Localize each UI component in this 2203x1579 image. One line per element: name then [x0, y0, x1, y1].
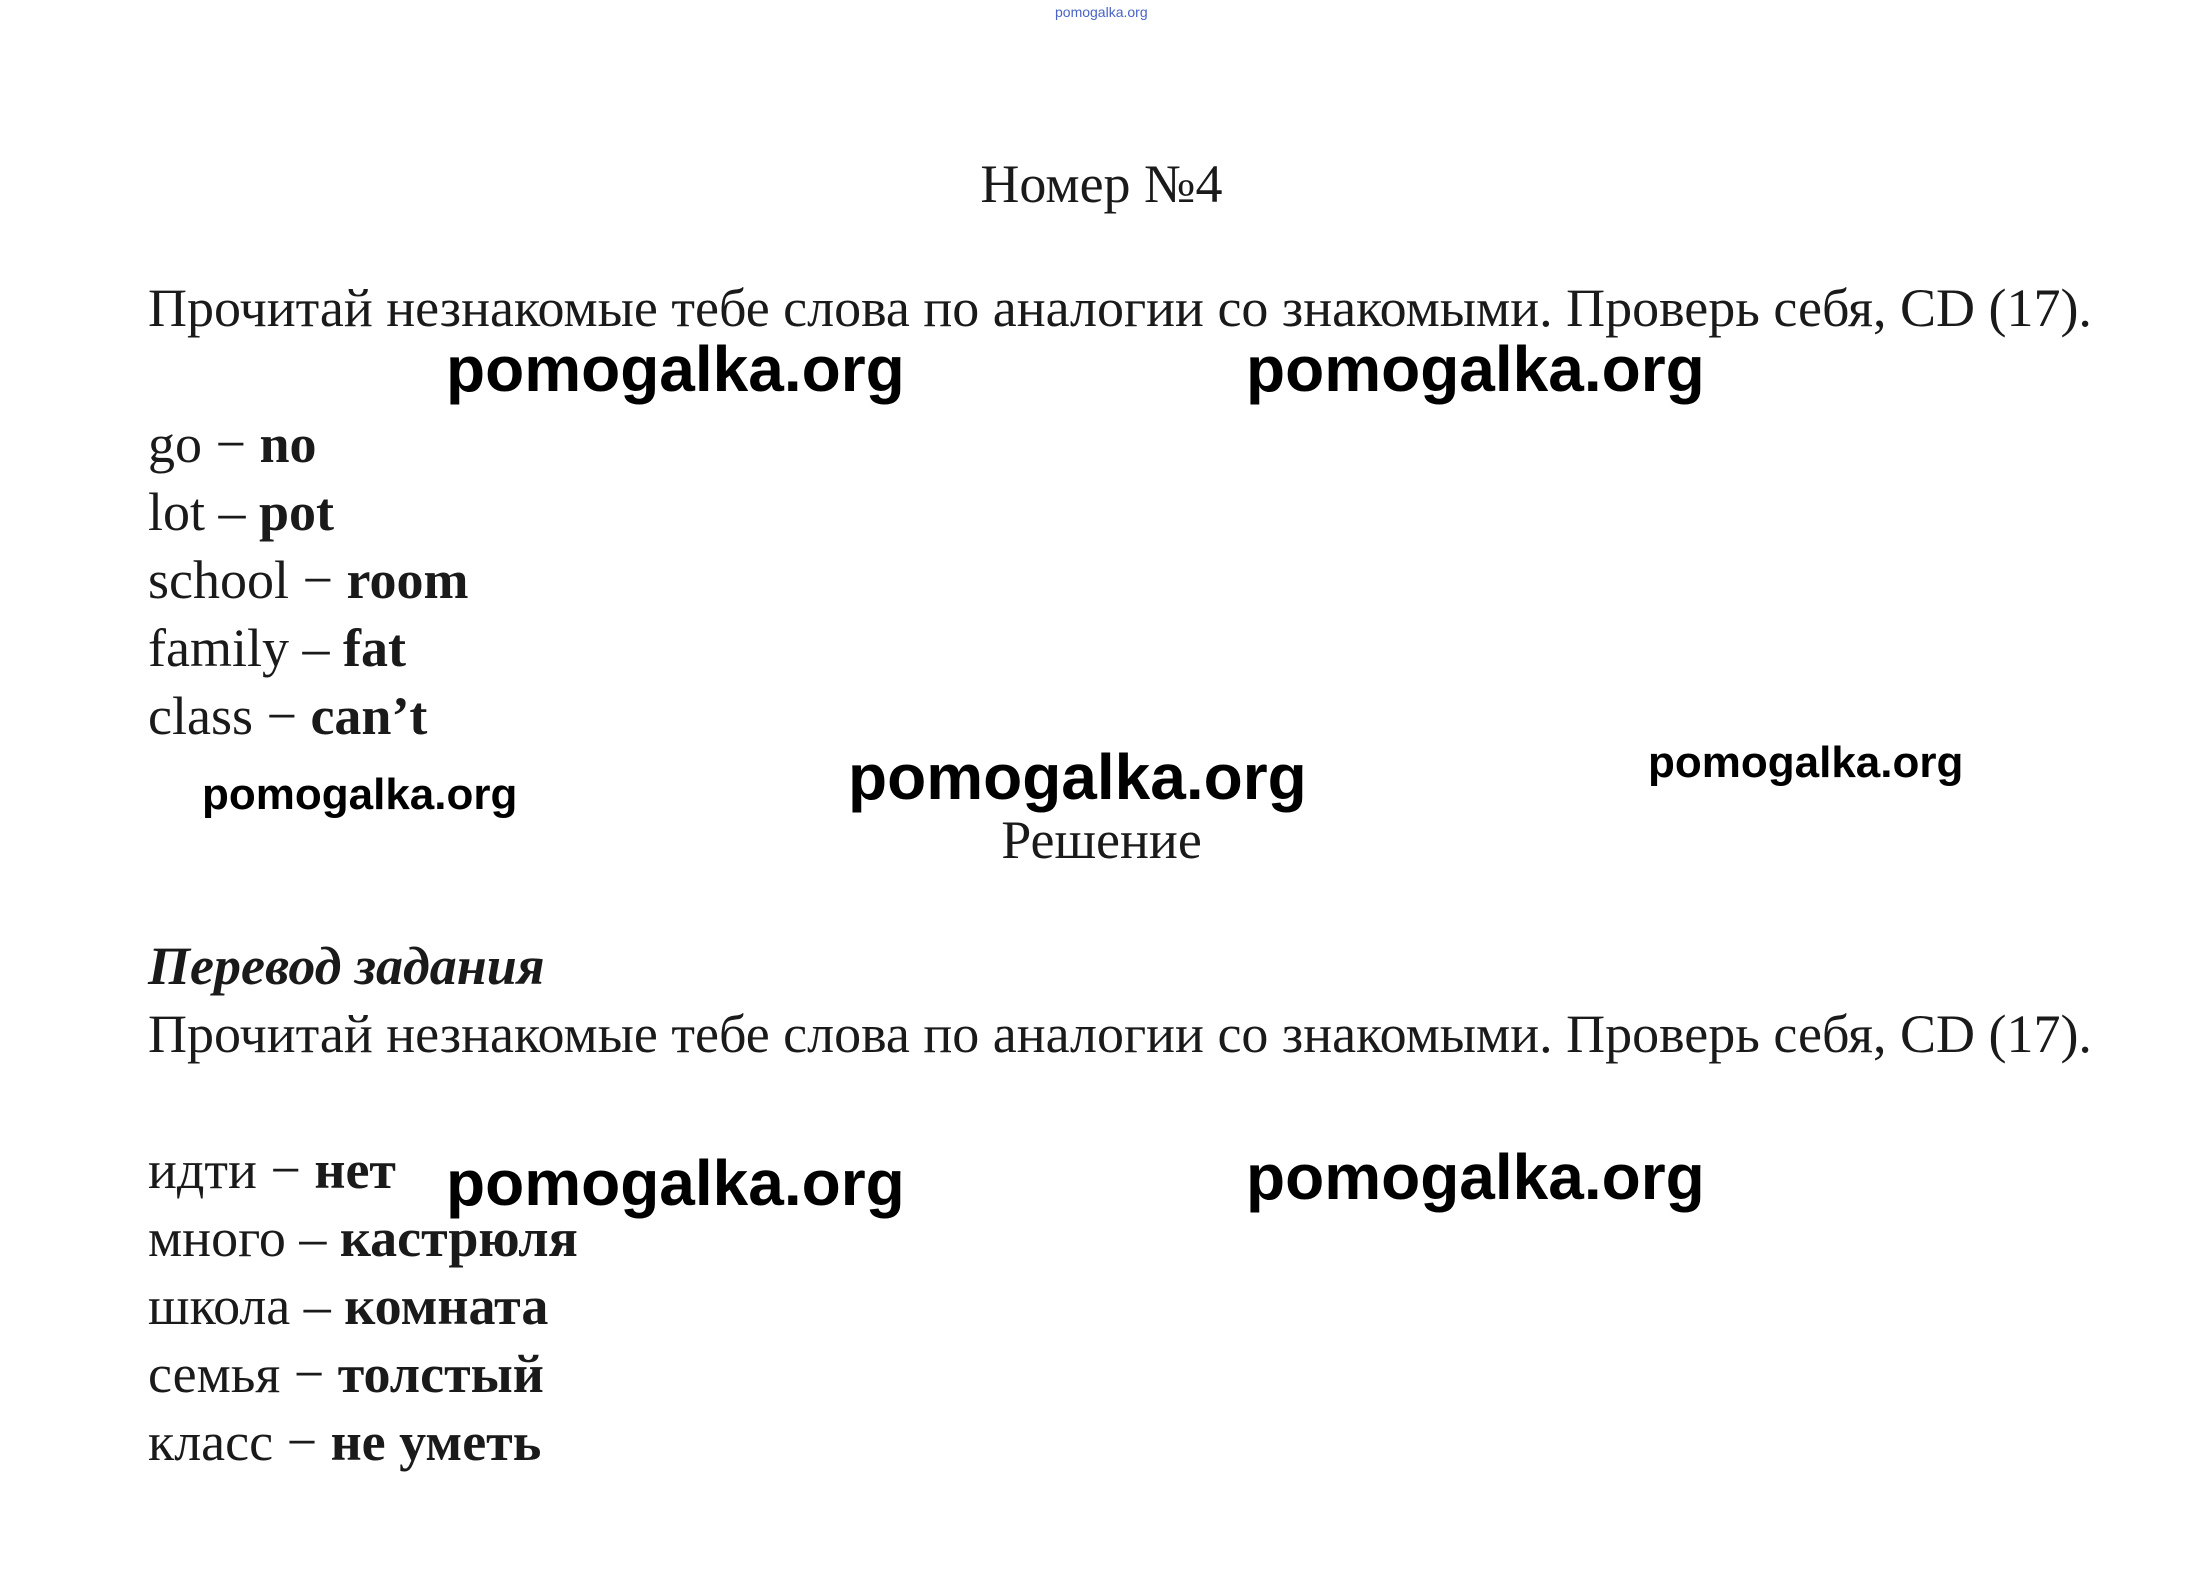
dash-separator: –	[288, 618, 343, 678]
known-word: семья	[148, 1344, 281, 1404]
new-word: no	[259, 414, 317, 474]
new-word: нет	[314, 1140, 396, 1200]
dash-separator: −	[256, 1140, 315, 1200]
word-pair	[148, 410, 468, 478]
dash-separator: –	[205, 482, 260, 542]
new-word: fat	[342, 618, 406, 678]
new-word: толстый	[337, 1344, 544, 1404]
word-pair	[148, 1340, 578, 1408]
word-pair	[148, 1408, 578, 1476]
word-pair	[148, 546, 468, 614]
dash-separator: −	[273, 1412, 331, 1472]
dash-separator: −	[289, 550, 347, 610]
page-title: Номер №4	[980, 154, 1223, 214]
new-word: room	[346, 550, 469, 610]
translation-subheading: Перевод задания	[148, 936, 545, 996]
known-word: много	[148, 1208, 286, 1268]
known-word: family	[148, 618, 289, 678]
dash-separator: –	[285, 1208, 340, 1268]
dash-separator: −	[280, 1344, 338, 1404]
watermark: pomogalka.org	[446, 1147, 905, 1219]
watermark: pomogalka.org	[202, 770, 518, 819]
word-pair	[148, 614, 468, 682]
new-word: не уметь	[330, 1412, 542, 1472]
word-pair	[148, 1272, 578, 1340]
new-word: pot	[259, 482, 335, 542]
new-word: кастрюля	[339, 1208, 578, 1268]
known-word: go	[148, 414, 202, 474]
watermark: pomogalka.org	[1648, 738, 1964, 787]
watermark: pomogalka.org	[446, 333, 905, 405]
known-word: идти	[148, 1140, 257, 1200]
dash-separator: −	[202, 414, 260, 474]
known-word: класс	[148, 1412, 274, 1472]
english-word-pairs	[148, 410, 468, 750]
known-word: class	[148, 686, 253, 746]
word-pair	[148, 478, 468, 546]
new-word: can’t	[310, 686, 428, 746]
translated-instruction: Прочитай незнакомые тебе слова по аналогии со знакомыми. Проверь себя, CD (17).	[148, 1004, 2092, 1064]
dash-separator: −	[252, 686, 311, 746]
site-mark-header: pomogalka.org	[1055, 4, 1148, 20]
known-word: school	[148, 550, 289, 610]
word-pair	[148, 682, 468, 750]
known-word: lot	[148, 482, 206, 542]
solution-heading: Решение	[1001, 810, 1202, 870]
known-word: школа	[148, 1276, 291, 1336]
watermark: pomogalka.org	[1246, 1141, 1705, 1213]
dash-separator: –	[290, 1276, 345, 1336]
task-instruction: Прочитай незнакомые тебе слова по аналогии со знакомыми. Проверь себя, CD (17).	[148, 278, 2092, 338]
watermark: pomogalka.org	[848, 741, 1307, 813]
new-word: комната	[344, 1276, 549, 1336]
watermark: pomogalka.org	[1246, 333, 1705, 405]
